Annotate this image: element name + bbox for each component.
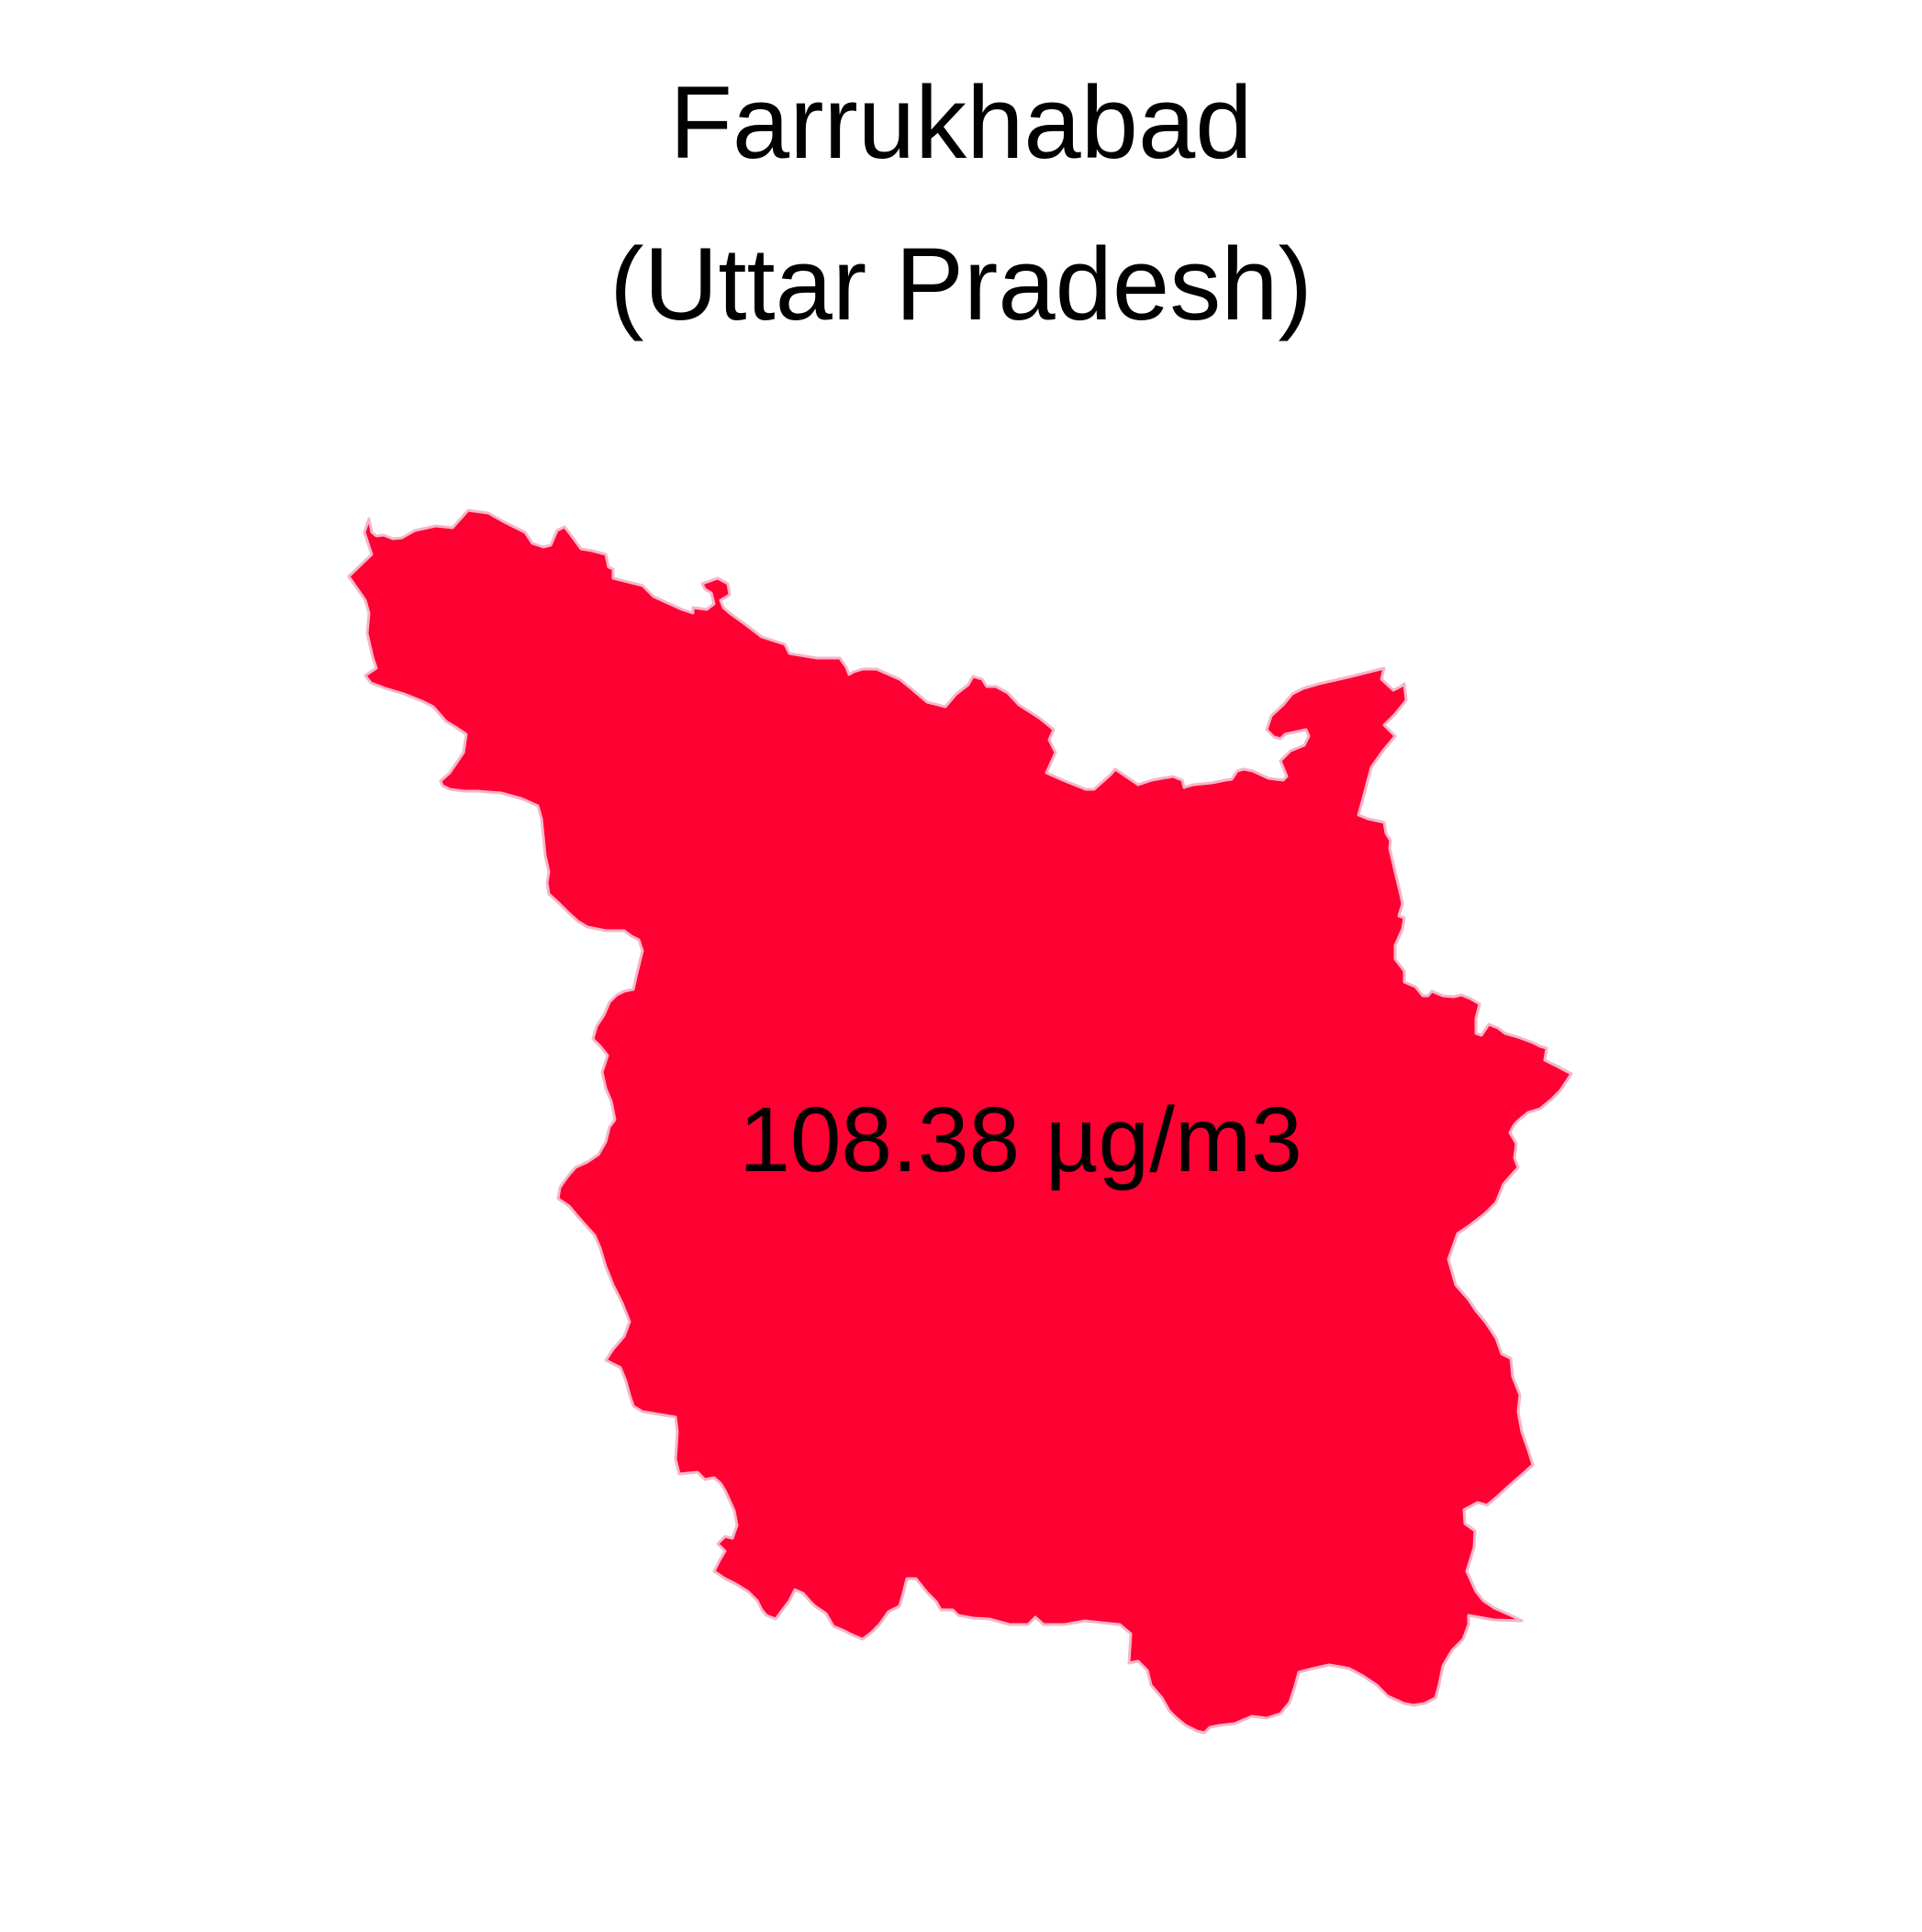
map-title-state: (Uttar Pradesh) — [609, 227, 1313, 341]
district-value-label: 108.38 µg/m3 — [739, 1089, 1302, 1191]
map-title-district: Farrukhabad — [669, 65, 1253, 180]
